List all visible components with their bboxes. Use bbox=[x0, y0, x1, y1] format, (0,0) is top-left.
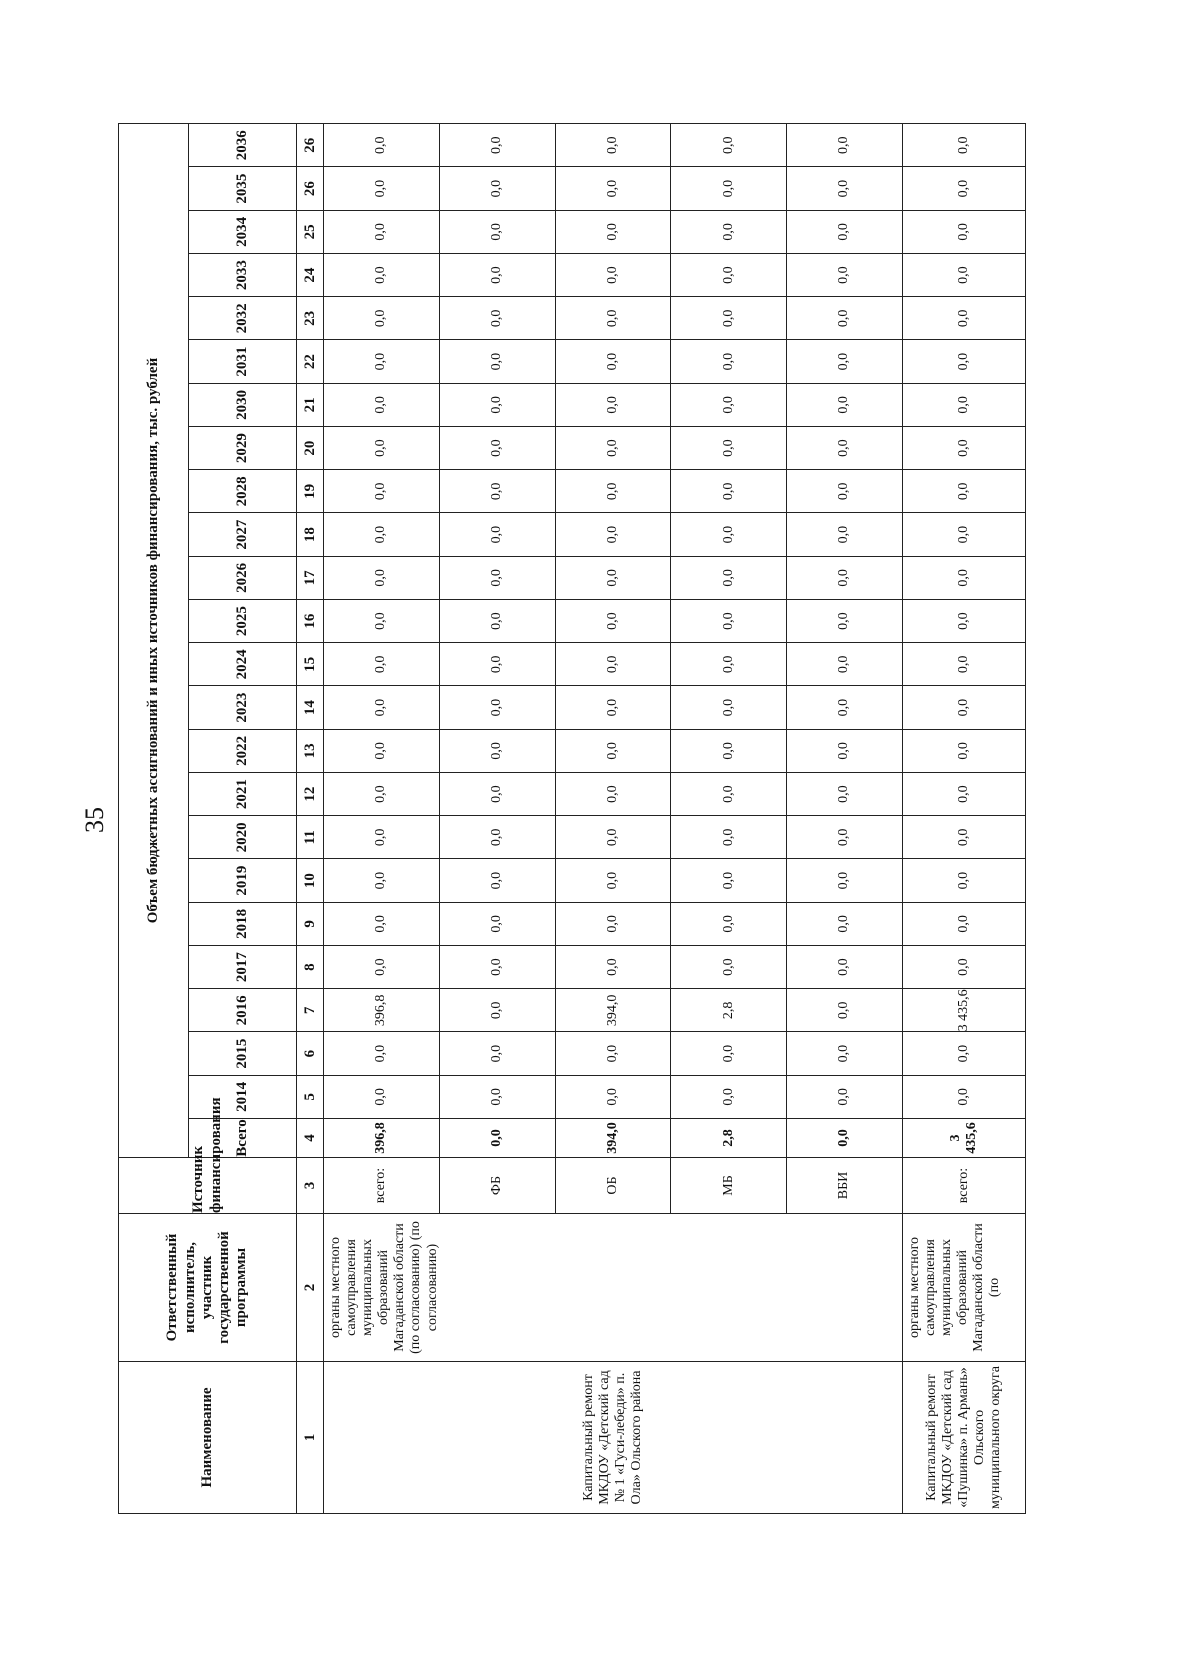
value-cell: 0,0 bbox=[324, 210, 440, 253]
value-cell: 0,0 bbox=[671, 686, 787, 729]
value-cell: 0,0 bbox=[671, 383, 787, 426]
executor-cell: органы местного самоуправления муниципальных образований Магаданской области (по согласованию) (по согласованию) bbox=[324, 1214, 903, 1362]
header-year: 2028 bbox=[189, 470, 297, 513]
object-name: Капитальный ремонт МКДОУ «Детский сад «Пушинка» п. Армань» Ольского муниципального округа bbox=[902, 1362, 1025, 1514]
value-cell: 0,0 bbox=[324, 167, 440, 210]
value-cell: 0,0 bbox=[902, 383, 1025, 426]
source-cell: МБ bbox=[671, 1158, 787, 1214]
header-year: 2024 bbox=[189, 643, 297, 686]
header-year: 2034 bbox=[189, 210, 297, 253]
value-cell: 0,0 bbox=[555, 513, 671, 556]
column-number: 23 bbox=[297, 297, 324, 340]
header-year: 2025 bbox=[189, 600, 297, 643]
column-number: 19 bbox=[297, 470, 324, 513]
header-year: 2021 bbox=[189, 773, 297, 816]
header-year: 2029 bbox=[189, 427, 297, 470]
column-number: 3 bbox=[297, 1158, 324, 1214]
header-year: 2032 bbox=[189, 297, 297, 340]
value-cell: 0,0 bbox=[555, 816, 671, 859]
header-year: 2030 bbox=[189, 383, 297, 426]
value-cell: 0,0 bbox=[787, 816, 903, 859]
value-cell: 0,0 bbox=[555, 946, 671, 989]
header-name: Наименование bbox=[119, 1362, 297, 1514]
value-cell: 0,0 bbox=[787, 210, 903, 253]
value-cell: 0,0 bbox=[324, 729, 440, 772]
value-cell: 0,0 bbox=[324, 859, 440, 902]
value-cell: 0,0 bbox=[555, 1075, 671, 1118]
column-number: 16 bbox=[297, 600, 324, 643]
value-cell: 0,0 bbox=[787, 989, 903, 1032]
value-cell: 0,0 bbox=[324, 946, 440, 989]
value-cell: 0,0 bbox=[439, 816, 555, 859]
value-cell: 0,0 bbox=[671, 816, 787, 859]
value-cell: 0,0 bbox=[439, 167, 555, 210]
value-cell: 0,0 bbox=[439, 340, 555, 383]
total-cell: 0,0 bbox=[787, 1119, 903, 1158]
column-number: 5 bbox=[297, 1075, 324, 1118]
column-number: 13 bbox=[297, 729, 324, 772]
value-cell: 396,8 bbox=[324, 989, 440, 1032]
value-cell: 3 435,6 bbox=[902, 989, 1025, 1032]
value-cell: 0,0 bbox=[671, 297, 787, 340]
value-cell: 0,0 bbox=[902, 686, 1025, 729]
value-cell: 0,0 bbox=[555, 600, 671, 643]
value-cell: 0,0 bbox=[787, 902, 903, 945]
value-cell: 0,0 bbox=[439, 254, 555, 297]
value-cell: 0,0 bbox=[787, 340, 903, 383]
column-number: 15 bbox=[297, 643, 324, 686]
column-number: 11 bbox=[297, 816, 324, 859]
value-cell: 0,0 bbox=[324, 383, 440, 426]
header-year: 2031 bbox=[189, 340, 297, 383]
value-cell: 0,0 bbox=[324, 297, 440, 340]
value-cell: 0,0 bbox=[439, 773, 555, 816]
value-cell: 0,0 bbox=[324, 773, 440, 816]
executor-cell: органы местного самоуправления муниципальных образований Магаданской области (по bbox=[902, 1214, 1025, 1362]
value-cell: 0,0 bbox=[671, 167, 787, 210]
value-cell: 0,0 bbox=[671, 556, 787, 599]
value-cell: 0,0 bbox=[902, 210, 1025, 253]
value-cell: 0,0 bbox=[555, 686, 671, 729]
value-cell: 0,0 bbox=[324, 340, 440, 383]
value-cell: 0,0 bbox=[671, 859, 787, 902]
value-cell: 0,0 bbox=[439, 124, 555, 167]
value-cell: 0,0 bbox=[671, 254, 787, 297]
column-number: 22 bbox=[297, 340, 324, 383]
column-number: 10 bbox=[297, 859, 324, 902]
column-number: 26 bbox=[297, 124, 324, 167]
value-cell: 0,0 bbox=[787, 600, 903, 643]
value-cell: 0,0 bbox=[439, 1075, 555, 1118]
value-cell: 0,0 bbox=[555, 902, 671, 945]
page-number: 35 bbox=[80, 807, 109, 833]
header-executor: Ответственный исполнитель, участник государственной программы bbox=[119, 1214, 297, 1362]
value-cell: 0,0 bbox=[787, 946, 903, 989]
value-cell: 0,0 bbox=[787, 167, 903, 210]
value-cell: 0,0 bbox=[902, 297, 1025, 340]
value-cell: 0,0 bbox=[671, 773, 787, 816]
total-cell: 0,0 bbox=[439, 1119, 555, 1158]
value-cell: 0,0 bbox=[787, 1075, 903, 1118]
value-cell: 0,0 bbox=[555, 773, 671, 816]
value-cell: 0,0 bbox=[324, 556, 440, 599]
column-number: 25 bbox=[297, 210, 324, 253]
column-number: 6 bbox=[297, 1032, 324, 1075]
value-cell: 0,0 bbox=[902, 556, 1025, 599]
object-name: Капитальный ремонт МКДОУ «Детский сад № 1 «Гуси-лебеди» п. Ола» Ольского района bbox=[324, 1362, 903, 1514]
budget-table bbox=[118, 123, 1026, 1514]
value-cell: 0,0 bbox=[787, 773, 903, 816]
value-cell: 0,0 bbox=[439, 859, 555, 902]
value-cell: 0,0 bbox=[439, 297, 555, 340]
value-cell: 0,0 bbox=[555, 643, 671, 686]
header-year: 2019 bbox=[189, 859, 297, 902]
value-cell: 0,0 bbox=[902, 427, 1025, 470]
value-cell: 0,0 bbox=[787, 427, 903, 470]
header-total: Всего bbox=[189, 1119, 297, 1158]
header-year: 2033 bbox=[189, 254, 297, 297]
value-cell: 0,0 bbox=[439, 686, 555, 729]
value-cell: 0,0 bbox=[671, 946, 787, 989]
value-cell: 0,0 bbox=[324, 816, 440, 859]
value-cell: 0,0 bbox=[324, 902, 440, 945]
column-number: 4 bbox=[297, 1119, 324, 1158]
value-cell: 0,0 bbox=[787, 297, 903, 340]
value-cell: 0,0 bbox=[555, 254, 671, 297]
header-volume: Объем бюджетных ассигнований и иных источников финансирования, тыс. рублей bbox=[119, 124, 189, 1158]
total-cell: 396,8 bbox=[324, 1119, 440, 1158]
header-year: 2016 bbox=[189, 989, 297, 1032]
value-cell: 0,0 bbox=[324, 1075, 440, 1118]
value-cell: 0,0 bbox=[439, 946, 555, 989]
value-cell: 0,0 bbox=[787, 383, 903, 426]
value-cell: 0,0 bbox=[902, 946, 1025, 989]
value-cell: 0,0 bbox=[555, 427, 671, 470]
column-number: 2 bbox=[297, 1214, 324, 1362]
value-cell: 0,0 bbox=[324, 427, 440, 470]
source-cell: всего: bbox=[324, 1158, 440, 1214]
source-cell: ОБ bbox=[555, 1158, 671, 1214]
value-cell: 0,0 bbox=[671, 902, 787, 945]
value-cell: 0,0 bbox=[324, 643, 440, 686]
column-number: 26 bbox=[297, 167, 324, 210]
value-cell: 0,0 bbox=[787, 686, 903, 729]
header-year: 2027 bbox=[189, 513, 297, 556]
value-cell: 0,0 bbox=[902, 729, 1025, 772]
value-cell: 0,0 bbox=[555, 340, 671, 383]
value-cell: 0,0 bbox=[555, 167, 671, 210]
header-source: Источник финансирования bbox=[119, 1158, 297, 1214]
column-number: 17 bbox=[297, 556, 324, 599]
value-cell: 0,0 bbox=[555, 470, 671, 513]
value-cell: 0,0 bbox=[902, 1032, 1025, 1075]
value-cell: 0,0 bbox=[439, 1032, 555, 1075]
value-cell: 0,0 bbox=[787, 470, 903, 513]
value-cell: 0,0 bbox=[902, 643, 1025, 686]
value-cell: 0,0 bbox=[671, 340, 787, 383]
header-year: 2035 bbox=[189, 167, 297, 210]
value-cell: 0,0 bbox=[902, 124, 1025, 167]
value-cell: 0,0 bbox=[902, 167, 1025, 210]
value-cell: 0,0 bbox=[671, 1075, 787, 1118]
value-cell: 0,0 bbox=[787, 513, 903, 556]
header-year: 2022 bbox=[189, 729, 297, 772]
table-row bbox=[324, 124, 440, 1514]
header-year: 2020 bbox=[189, 816, 297, 859]
value-cell: 0,0 bbox=[324, 124, 440, 167]
header-year: 2017 bbox=[189, 946, 297, 989]
value-cell: 0,0 bbox=[671, 210, 787, 253]
value-cell: 0,0 bbox=[671, 427, 787, 470]
column-number: 8 bbox=[297, 946, 324, 989]
value-cell: 0,0 bbox=[787, 1032, 903, 1075]
value-cell: 0,0 bbox=[671, 600, 787, 643]
value-cell: 0,0 bbox=[439, 427, 555, 470]
total-cell: 3 435,6 bbox=[902, 1119, 1025, 1158]
value-cell: 0,0 bbox=[324, 513, 440, 556]
value-cell: 0,0 bbox=[439, 989, 555, 1032]
value-cell: 0,0 bbox=[555, 859, 671, 902]
value-cell: 0,0 bbox=[902, 1075, 1025, 1118]
column-number: 7 bbox=[297, 989, 324, 1032]
table-row bbox=[902, 124, 1025, 1514]
value-cell: 0,0 bbox=[902, 859, 1025, 902]
total-cell: 394,0 bbox=[555, 1119, 671, 1158]
value-cell: 0,0 bbox=[324, 470, 440, 513]
header-year: 2014 bbox=[189, 1075, 297, 1118]
value-cell: 0,0 bbox=[439, 513, 555, 556]
value-cell: 0,0 bbox=[324, 686, 440, 729]
value-cell: 0,0 bbox=[671, 643, 787, 686]
value-cell: 0,0 bbox=[671, 124, 787, 167]
value-cell: 0,0 bbox=[787, 254, 903, 297]
value-cell: 0,0 bbox=[787, 556, 903, 599]
column-number: 14 bbox=[297, 686, 324, 729]
value-cell: 0,0 bbox=[439, 902, 555, 945]
value-cell: 0,0 bbox=[902, 902, 1025, 945]
total-cell: 2,8 bbox=[671, 1119, 787, 1158]
source-cell: всего: bbox=[902, 1158, 1025, 1214]
value-cell: 0,0 bbox=[439, 210, 555, 253]
value-cell: 0,0 bbox=[902, 600, 1025, 643]
value-cell: 0,0 bbox=[439, 600, 555, 643]
value-cell: 0,0 bbox=[439, 729, 555, 772]
source-cell: ФБ bbox=[439, 1158, 555, 1214]
value-cell: 0,0 bbox=[787, 124, 903, 167]
column-number: 20 bbox=[297, 427, 324, 470]
value-cell: 2,8 bbox=[671, 989, 787, 1032]
value-cell: 0,0 bbox=[555, 297, 671, 340]
value-cell: 0,0 bbox=[555, 556, 671, 599]
value-cell: 0,0 bbox=[439, 556, 555, 599]
value-cell: 0,0 bbox=[671, 1032, 787, 1075]
value-cell: 0,0 bbox=[324, 254, 440, 297]
value-cell: 394,0 bbox=[555, 989, 671, 1032]
value-cell: 0,0 bbox=[555, 383, 671, 426]
value-cell: 0,0 bbox=[555, 1032, 671, 1075]
value-cell: 0,0 bbox=[902, 340, 1025, 383]
value-cell: 0,0 bbox=[902, 816, 1025, 859]
value-cell: 0,0 bbox=[902, 254, 1025, 297]
value-cell: 0,0 bbox=[671, 470, 787, 513]
value-cell: 0,0 bbox=[787, 859, 903, 902]
value-cell: 0,0 bbox=[671, 729, 787, 772]
column-number: 18 bbox=[297, 513, 324, 556]
header-year: 2015 bbox=[189, 1032, 297, 1075]
value-cell: 0,0 bbox=[439, 470, 555, 513]
value-cell: 0,0 bbox=[439, 643, 555, 686]
value-cell: 0,0 bbox=[902, 513, 1025, 556]
value-cell: 0,0 bbox=[324, 600, 440, 643]
column-number: 21 bbox=[297, 383, 324, 426]
value-cell: 0,0 bbox=[555, 729, 671, 772]
header-year: 2026 bbox=[189, 556, 297, 599]
value-cell: 0,0 bbox=[555, 124, 671, 167]
source-cell: ВБИ bbox=[787, 1158, 903, 1214]
header-year: 2023 bbox=[189, 686, 297, 729]
value-cell: 0,0 bbox=[555, 210, 671, 253]
column-number: 12 bbox=[297, 773, 324, 816]
column-number: 24 bbox=[297, 254, 324, 297]
value-cell: 0,0 bbox=[787, 729, 903, 772]
header-year: 2036 bbox=[189, 124, 297, 167]
value-cell: 0,0 bbox=[671, 513, 787, 556]
column-number: 1 bbox=[297, 1362, 324, 1514]
header-year: 2018 bbox=[189, 902, 297, 945]
column-number: 9 bbox=[297, 902, 324, 945]
rotated-table-wrapper bbox=[118, 124, 1026, 1514]
value-cell: 0,0 bbox=[787, 643, 903, 686]
value-cell: 0,0 bbox=[902, 773, 1025, 816]
value-cell: 0,0 bbox=[324, 1032, 440, 1075]
value-cell: 0,0 bbox=[439, 383, 555, 426]
value-cell: 0,0 bbox=[902, 470, 1025, 513]
